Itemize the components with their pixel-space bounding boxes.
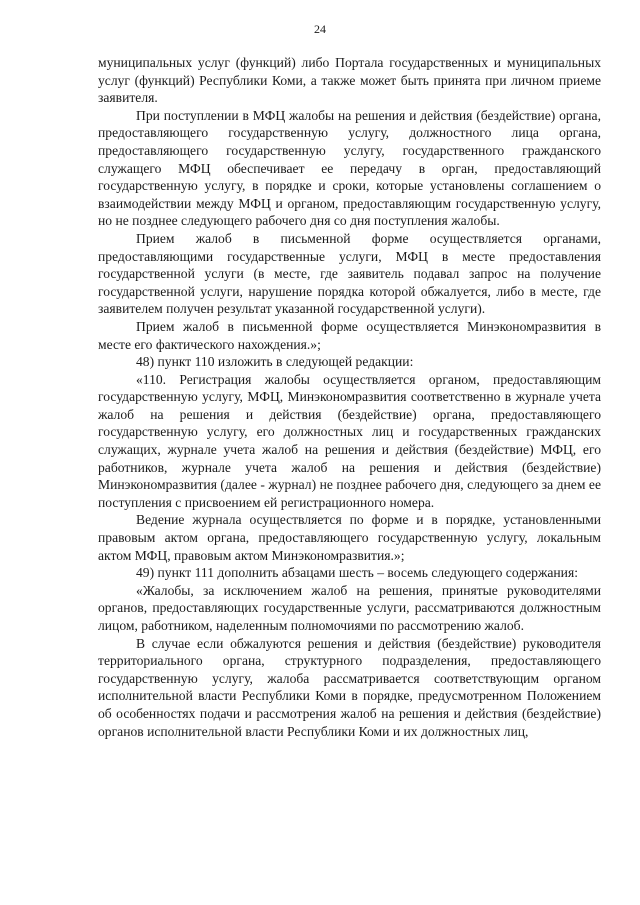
- paragraph-territorial-body-appeal: В случае если обжалуются решения и действия (бездействие) руководителя территориального органа, структурного подразделения, предоставляющего государственную услугу, жалоба рассматривается соответствующим органом исполнительной власти Республики Коми в порядке, предусмотренном Положением об особенностях подачи и рассмотрения жалоб на решения и действия (бездействие) органов исполнительной власти Республики Коми и их должностных лиц,: [98, 635, 601, 739]
- paragraph-complaints-review: «Жалобы, за исключением жалоб на решения, принятые руководителями органов, предоставляющих государственные услуги, рассматриваются должностным лицом, работником, наделенным полномочиями по рассмотрению жалоб.: [98, 582, 601, 633]
- paragraph-item-49: 49) пункт 111 дополнить абзацами шесть – восемь следующего содержания:: [136, 565, 578, 581]
- paragraph-mineconomdev-acceptance: Прием жалоб в письменной форме осуществляется Минэкономразвития в месте его фактического нахождения.»;: [98, 318, 601, 352]
- paragraph-written-complaints-acceptance: Прием жалоб в письменной форме осуществляется органами, предоставляющими государственные услуги, МФЦ в месте предоставления государственной услуги (в месте, где заявитель подавал запрос на получение государственной услуги, нарушение порядка которой обжалуется, либо в месте, где заявителем получен результат указанной государственной услуги).: [98, 230, 601, 317]
- paragraph-journal-maintenance: Ведение журнала осуществляется по форме и в порядке, установленными правовым актом органа, предоставляющего государственную услугу, локальным актом МФЦ, правовым актом Минэкономразвития.»;: [98, 512, 601, 563]
- paragraph-item-48: 48) пункт 110 изложить в следующей редакции:: [136, 354, 414, 370]
- paragraph-mfc-complaint-transfer: При поступлении в МФЦ жалобы на решения и действия (бездействие) органа, предоставляющего государственную услугу, должностного лица органа, предоставляющего государственную услугу, государственного гражданского служащего МФЦ обеспечивает ее передачу в орган, предоставляющий государственную услугу, в порядке и сроки, которые установлены соглашением о взаимодействии между МФЦ и органом, предоставляющим государственную услугу, но не позднее следующего рабочего дня со дня поступления жалобы.: [98, 107, 601, 229]
- page-number: 24: [314, 22, 326, 36]
- paragraph-item-110-registration: «110. Регистрация жалобы осуществляется органом, предоставляющим государственную услугу, МФЦ, Минэкономразвития соответственно в журнале учета жалоб на решения и действия (бездействие) органа, предоставляющего государственную услугу, его должностных лиц и государственных гражданских служащих, журнале учета жалоб на решения и действия (бездействие) МФЦ, его работников, журнале учета жалоб на решения и действия (бездействие) Минэкономразвития (далее - журнал) не позднее рабочего дня, следующего за днем ее поступления с присвоением ей регистрационного номера.: [98, 371, 601, 510]
- paragraph-portal-continuation: муниципальных услуг (функций) либо Портала государственных и муниципальных услуг (функций) Республики Коми, а также может быть принята при личном приеме заявителя.: [98, 55, 601, 106]
- document-body: [98, 54, 601, 740]
